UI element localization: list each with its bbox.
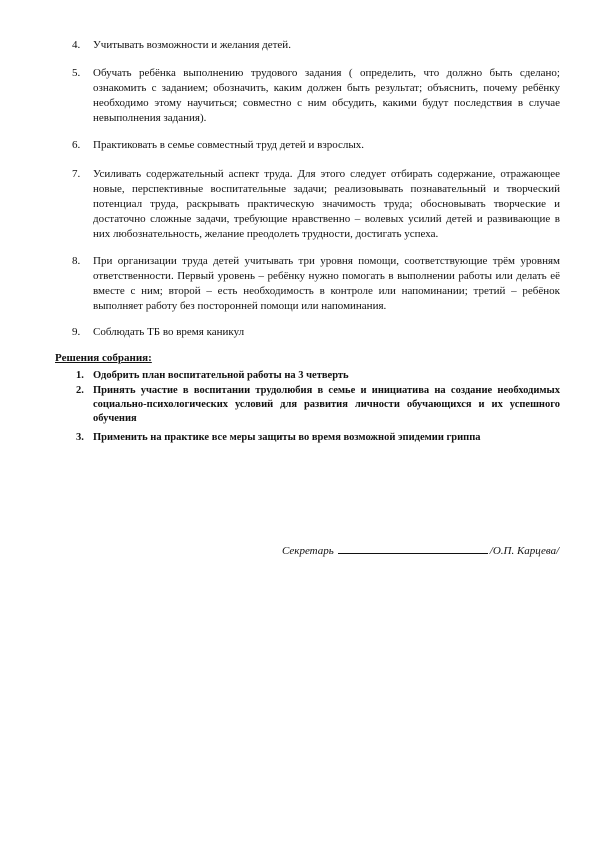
list-item <box>72 167 560 242</box>
list-item <box>72 254 560 314</box>
list-item <box>72 325 560 340</box>
decision-item-number: 1. <box>76 370 84 381</box>
list-item-number: 5. <box>72 67 81 79</box>
signature-name: /О.П. Карцева/ <box>489 545 560 557</box>
decision-item-number: 2. <box>76 385 84 396</box>
list-item <box>72 66 560 126</box>
list-item-text: Обучать ребёнка выполнению трудового задания ( определить, что должно быть сделано; ознакомить с заданием; обозначить, каким должен быть результат; объяснить, почему ребёнку необходимо этому научиться; совместно с ним обсудить, какими будут последствия в случае невыполнения задания). <box>93 67 560 124</box>
list-item-number: 8. <box>72 255 81 267</box>
signature-block <box>282 543 559 557</box>
list-item-number: 6. <box>72 139 81 151</box>
decision-item <box>76 384 560 426</box>
signature-line <box>338 543 488 554</box>
list-item-text: Практиковать в семье совместный труд детей и взрослых. <box>93 139 365 151</box>
decision-item <box>76 431 560 445</box>
decision-item-text: Одобрить план воспитательной работы на 3 четверть <box>93 370 349 381</box>
list-item-number: 7. <box>72 168 81 180</box>
list-item <box>72 38 560 53</box>
decision-item-text: Применить на практике все меры защиты во время возможной эпидемии гриппа <box>93 432 481 443</box>
list-item-text: Соблюдать ТБ во время каникул <box>93 326 245 338</box>
list-item-text: При организации труда детей учитывать три уровня помощи, соответствующие трём уровням ответственности. Первый уровень – ребёнку нужно помогать в выполнении работы или делать её вместе с ним; второй – есть необходимость в контроле или напоминании; третий – ребёнок выполняет работу без посторонней помощи или напоминания. <box>93 255 560 312</box>
decision-item-number: 3. <box>76 432 84 443</box>
list-item <box>72 138 560 153</box>
signature-label: Секретарь <box>282 545 334 557</box>
decision-item <box>76 369 560 383</box>
list-item-text: Учитывать возможности и желания детей. <box>93 39 291 51</box>
list-item-text: Усиливать содержательный аспект труда. Для этого следует отбирать содержание, отражающее новые, перспективные воспитательные задачи; реализовывать познавательный и творческий потенциал труда, раскрывать практическую значимость труда; обосновывать творческие и достаточно сложные задачи, требующие нравственно – волевых усилий детей и развивающие в них любознательность, желание преодолеть трудности, достигать успеха. <box>93 168 560 240</box>
list-item-number: 4. <box>72 39 81 51</box>
list-item-number: 9. <box>72 326 81 338</box>
decision-item-text: Принять участие в воспитании трудолюбия в семье и инициатива на создание необходимых социально-психологических условий для развития личности обучающихся и их успешного обучения <box>93 385 560 424</box>
decisions-heading: Решения собрания: <box>55 352 152 364</box>
